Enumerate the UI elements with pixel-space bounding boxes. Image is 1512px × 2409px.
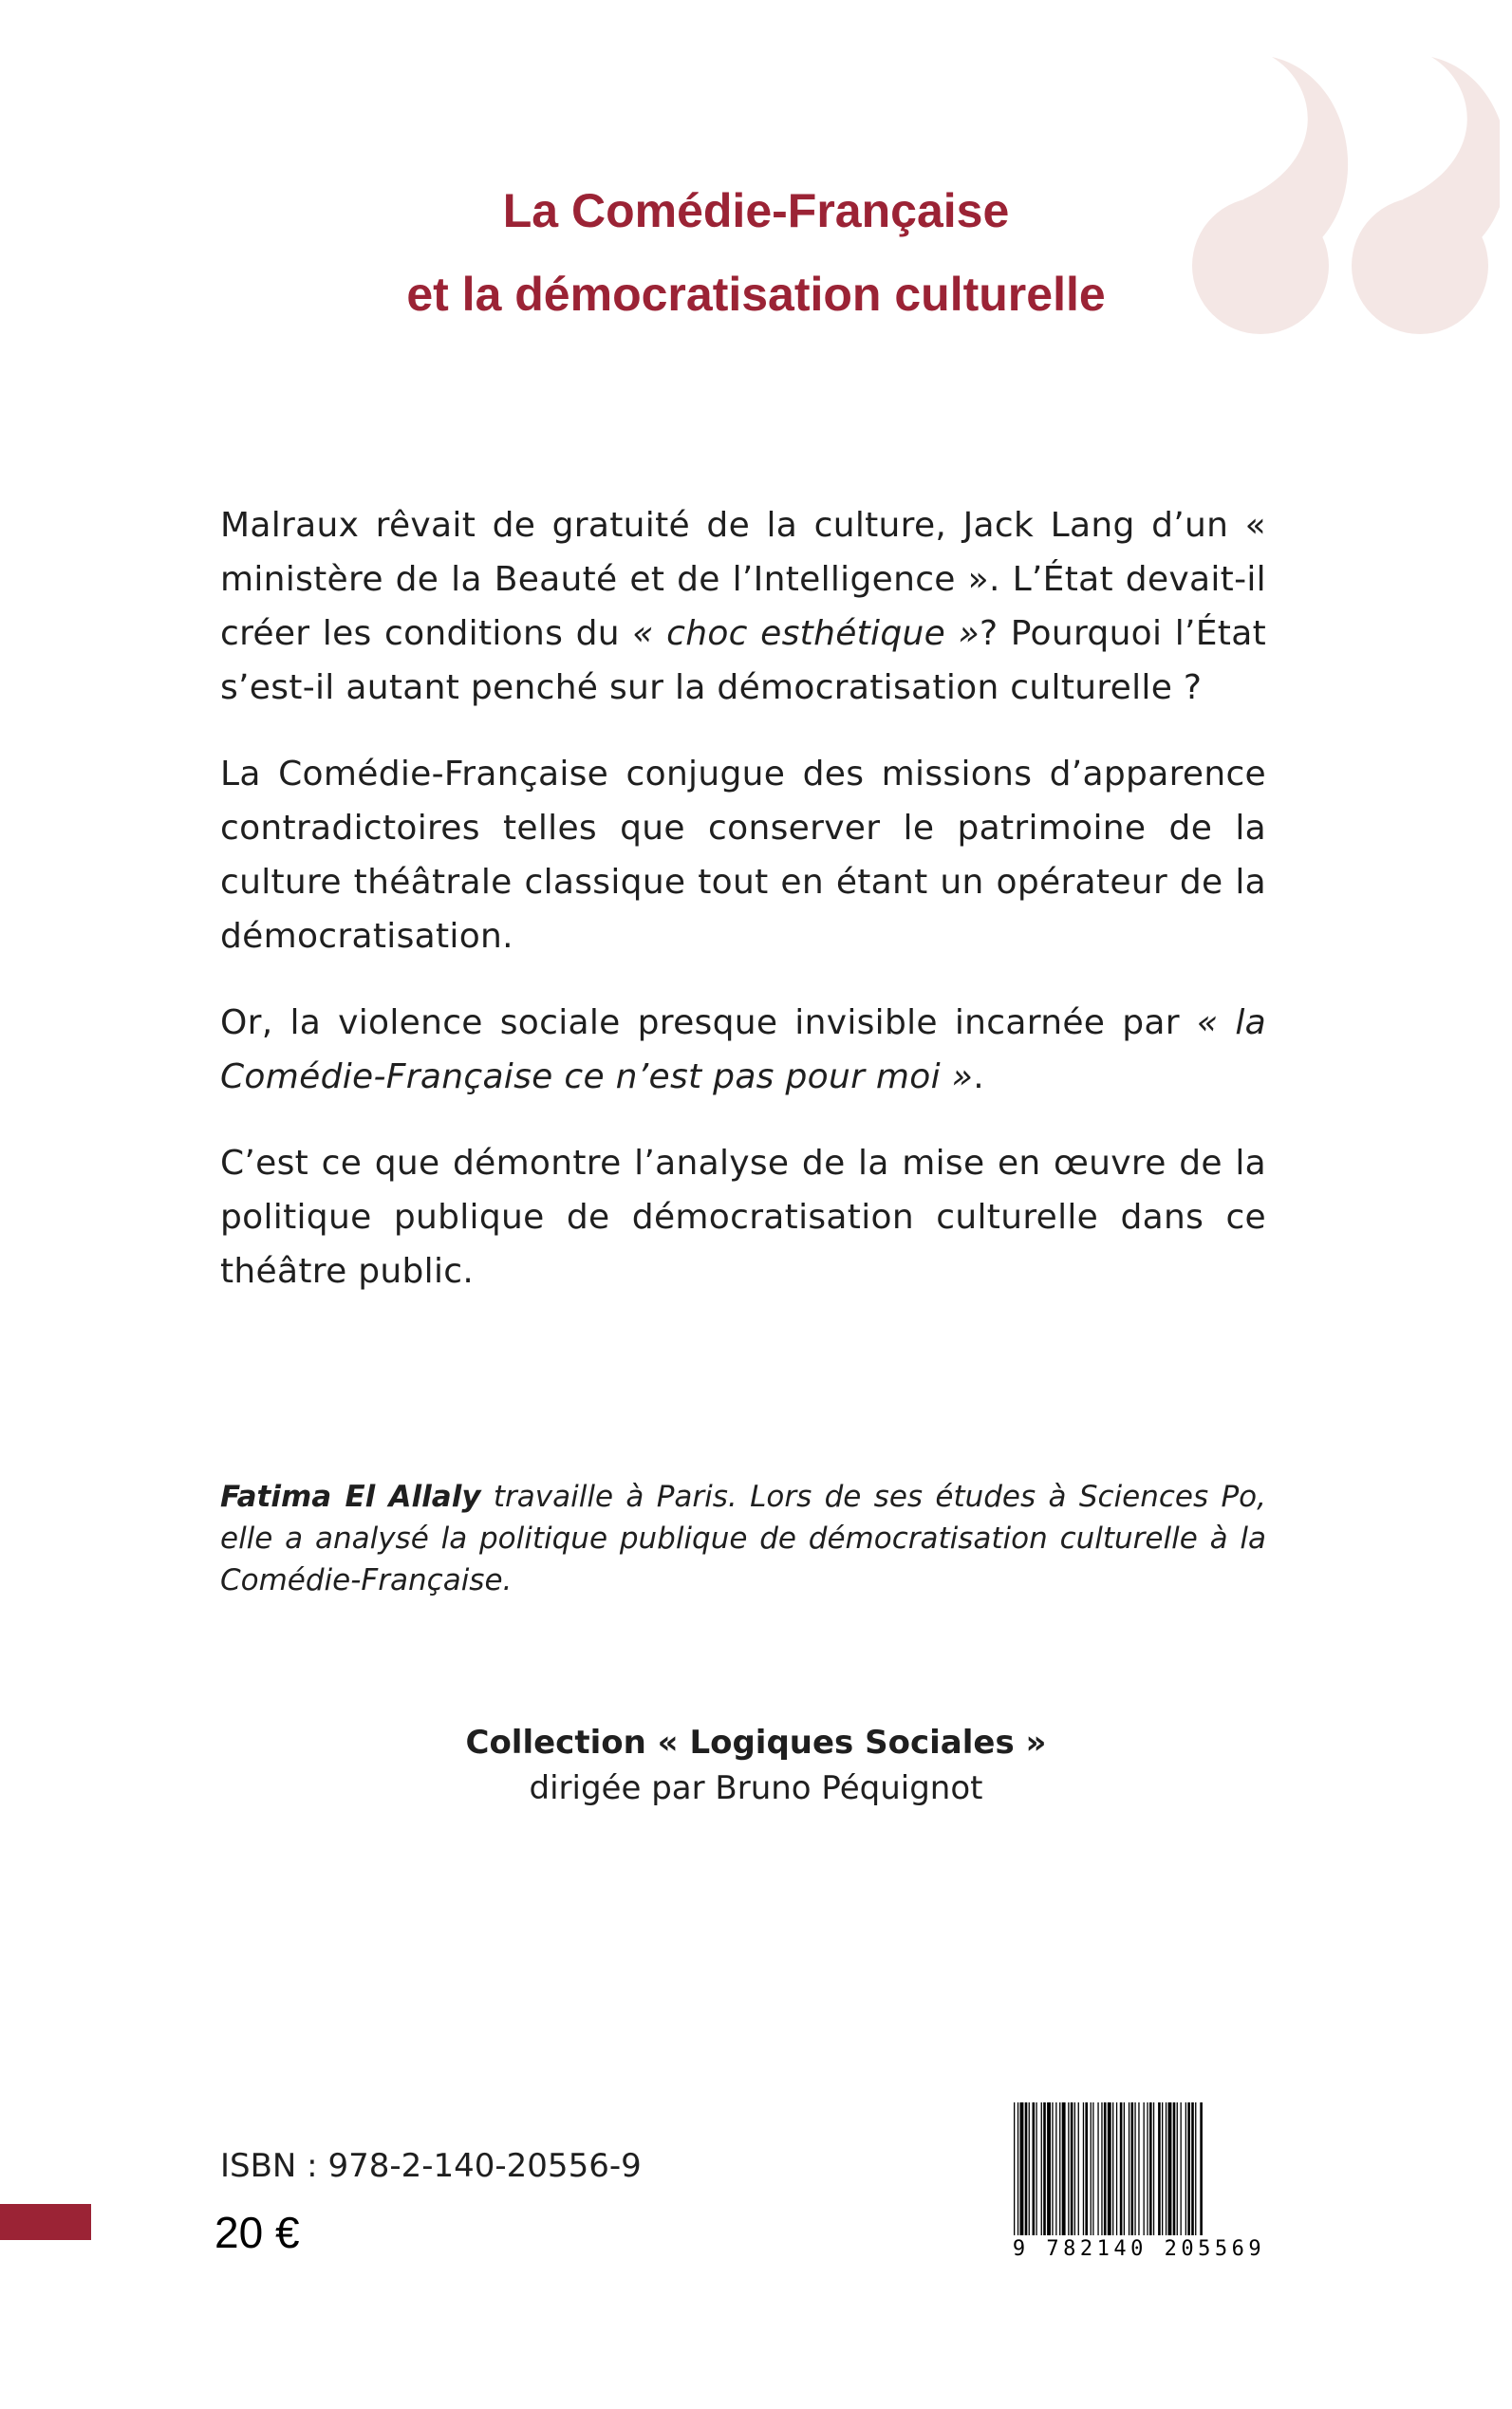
barcode (1008, 2102, 1270, 2273)
author-name: Fatima El Allaly (220, 1480, 481, 1514)
barcode-bar (1173, 2102, 1176, 2235)
author-bio-text: travaille à Paris. Lors de ses études à Sciences Po, elle a analysé la politique publique de démocratisation culturelle à la Comédie-Française. (220, 1480, 1266, 1597)
barcode-digits: 9 782140 205569 (1012, 2237, 1266, 2261)
barcode-bar (1068, 2102, 1069, 2235)
barcode-bar (1104, 2102, 1107, 2235)
barcode-bar (1074, 2102, 1075, 2235)
blurb-paragraph-4: C’est ce que démontre l’analyse de la mise en œuvre de la politique publique de démocratisation culturelle dans ce théâtre public. (220, 1144, 1266, 1291)
barcode-bar (1041, 2102, 1042, 2235)
barcode-bar (1062, 2102, 1066, 2235)
author-bio (220, 1476, 1266, 1601)
barcode-bar (1116, 2102, 1117, 2235)
barcode-bar (1158, 2102, 1161, 2235)
barcode-bar (1177, 2102, 1178, 2235)
collection-title: Collection « Logiques Sociales » (465, 1724, 1047, 1762)
title-line-1: La Comédie-Française (502, 184, 1010, 237)
barcode-bar (1047, 2102, 1051, 2235)
barcode-bar (1033, 2102, 1036, 2235)
barcode-bar (1059, 2102, 1060, 2235)
title-line-2: et la démocratisation culturelle (406, 268, 1106, 321)
blurb-quote: « la Comédie-Française ce n’est pas pour moi » (220, 1003, 1266, 1096)
barcode-bar (1195, 2102, 1196, 2235)
accent-bar (0, 2204, 91, 2240)
blurb-text: . (973, 1057, 984, 1096)
blurb-text: Malraux rêvait de gratuité de la culture, Jack Lang d’un « ministère de la Beauté et de l’Intelligence ». L’État devait-il créer les conditions du (220, 506, 1266, 653)
barcode-bar (1153, 2102, 1154, 2235)
barcode-bar (1181, 2102, 1182, 2235)
barcode-bar (1120, 2102, 1123, 2235)
barcode-bar (1017, 2102, 1018, 2235)
barcode-bar (1124, 2102, 1125, 2235)
barcode-bar (1147, 2102, 1148, 2235)
barcode-bars (1008, 2102, 1270, 2235)
barcode-bar (1020, 2102, 1024, 2235)
barcode-bar (1187, 2102, 1190, 2235)
barcode-bar (1043, 2102, 1046, 2235)
isbn: ISBN : 978-2-140-20556-9 (220, 2147, 642, 2185)
barcode-bar (1200, 2102, 1203, 2235)
barcode-bar (1134, 2102, 1135, 2235)
blurb-quote: « choc esthétique » (632, 614, 980, 653)
price: 20 € (215, 2208, 300, 2257)
blurb (220, 498, 1266, 1331)
barcode-bar (1144, 2102, 1145, 2235)
barcode-bar (1091, 2102, 1092, 2235)
barcode-bar (1078, 2102, 1079, 2235)
barcode-bar (1025, 2102, 1028, 2235)
barcode-bar (1166, 2102, 1167, 2235)
barcode-bar (1092, 2102, 1093, 2235)
barcode-bar (1055, 2102, 1056, 2235)
barcode-bar (1108, 2102, 1111, 2235)
barcode-bar (1052, 2102, 1053, 2235)
barcode-bar (1191, 2102, 1194, 2235)
barcode-bar (1071, 2102, 1073, 2235)
barcode-bar (1085, 2102, 1088, 2235)
blurb-text: ? Pourquoi l’État s’est-il autant penché sur la démocratisation culturelle ? (220, 614, 1266, 707)
blurb-text: Or, la violence sociale presque invisible incarnée par (220, 1003, 1197, 1042)
barcode-bar (1162, 2102, 1163, 2235)
blurb-paragraph-2: La Comédie-Française conjugue des missions d’apparence contradictoires telles que conserver le patrimoine de la culture théâtrale classique tout en étant un opérateur de la démocratisation. (220, 755, 1266, 956)
barcode-bar (1112, 2102, 1113, 2235)
barcode-bar (1101, 2102, 1102, 2235)
collection-info (0, 1720, 1512, 1811)
barcode-bar (1083, 2102, 1084, 2235)
blurb-paragraph-3 (220, 996, 1266, 1104)
barcode-bar (1138, 2102, 1139, 2235)
barcode-bar (1097, 2102, 1098, 2235)
barcode-bar (1029, 2102, 1030, 2235)
barcode-bar (1168, 2102, 1172, 2235)
blurb-paragraph-1 (220, 498, 1266, 715)
barcode-bar (1014, 2102, 1015, 2235)
barcode-bar (1185, 2102, 1186, 2235)
barcode-bar (1131, 2102, 1134, 2235)
collection-director: dirigée par Bruno Péquignot (529, 1769, 983, 1807)
book-title (0, 169, 1512, 336)
barcode-bar (1149, 2102, 1152, 2235)
